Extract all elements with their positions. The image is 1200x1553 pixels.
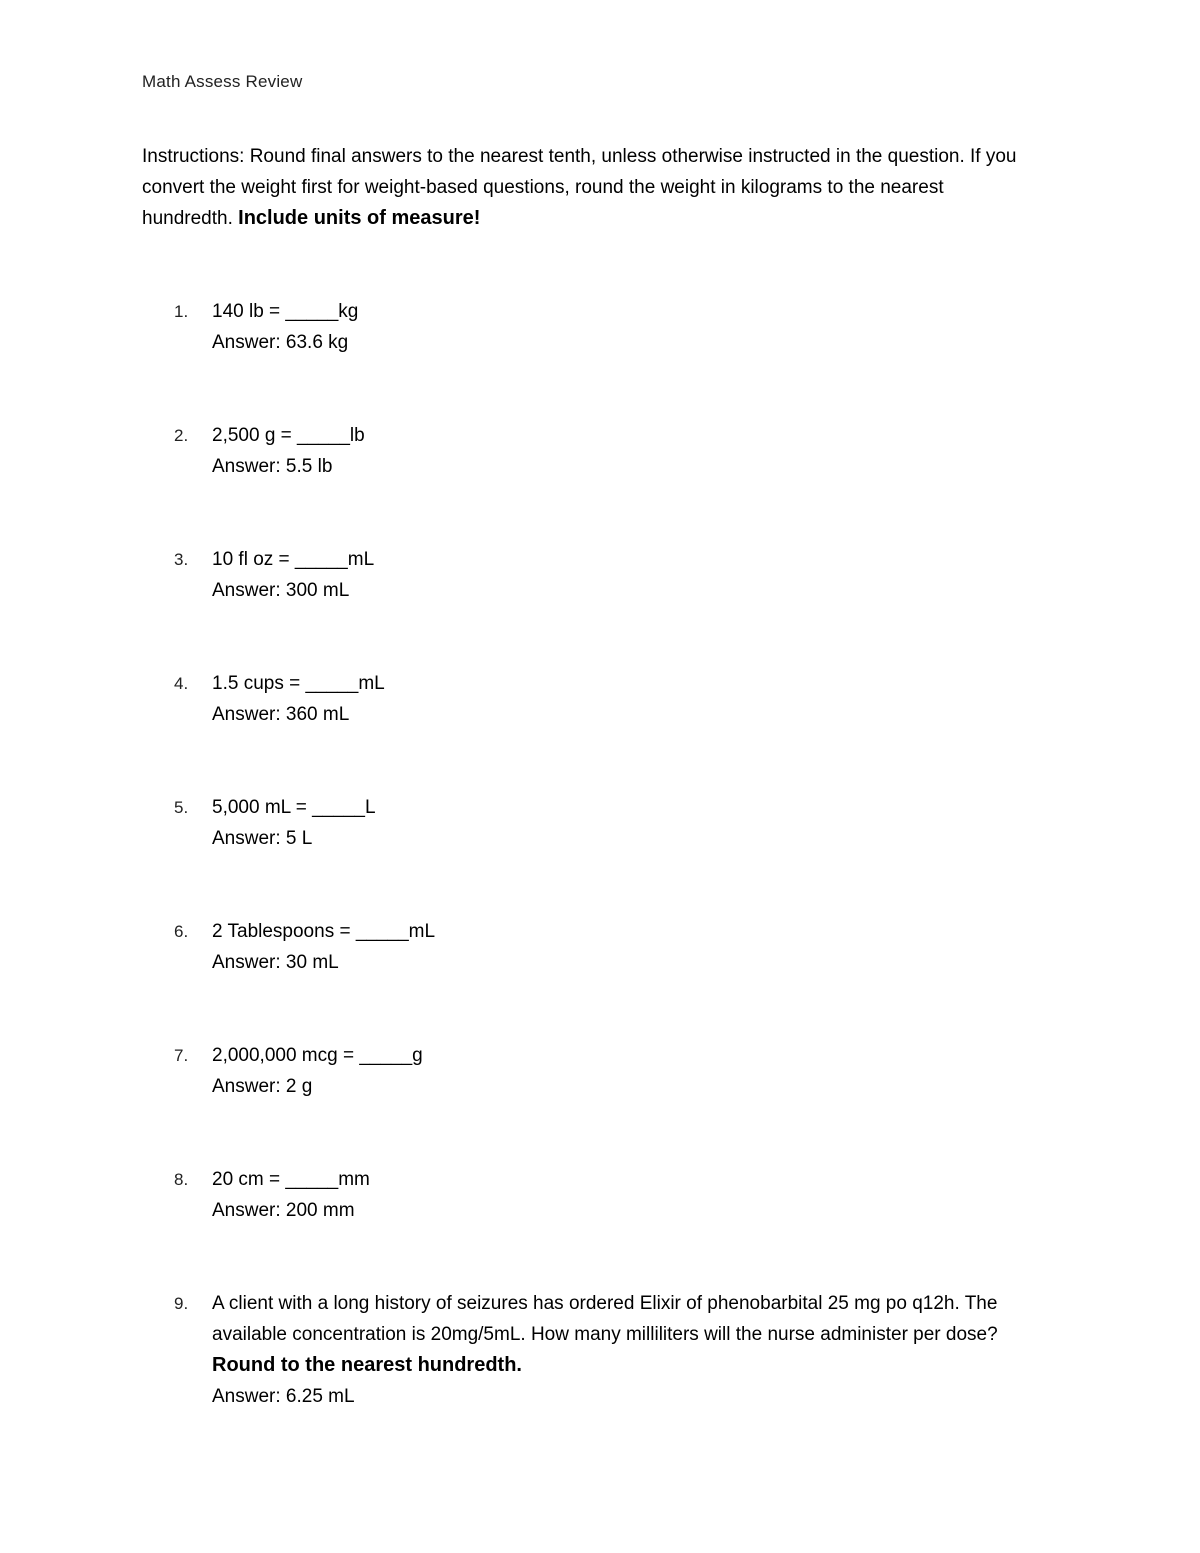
question-item (142, 916, 1042, 978)
question-number: 9. (174, 1294, 189, 1313)
question-answer: Answer: 63.6 kg (212, 332, 349, 353)
question-list (142, 296, 1042, 1474)
question-number: 8. (174, 1170, 189, 1189)
question-prompt: 1.5 cups = _____mL (212, 673, 385, 694)
question-prompt: 20 cm = _____mm (212, 1169, 370, 1190)
question-answer: Answer: 300 mL (212, 580, 350, 601)
question-emphasis: Round to the nearest hundredth. (212, 1354, 522, 1376)
question-prompt: 140 lb = _____kg (212, 301, 359, 322)
question-answer: Answer: 2 g (212, 1076, 313, 1097)
question-prompt: 5,000 mL = _____L (212, 797, 376, 818)
question-item (142, 1164, 1042, 1226)
question-item (142, 668, 1042, 730)
instructions-paragraph (142, 141, 1022, 234)
question-item (142, 792, 1042, 854)
instructions-text: Instructions: Round final answers to the nearest tenth, unless otherwise instructed in the question. If you convert the weight first for weight-based questions, round the weight in kilograms to the nearest hundredth. (142, 146, 1017, 229)
question-number: 4. (174, 674, 189, 693)
document-header: Math Assess Review (142, 72, 303, 91)
question-answer: Answer: 6.25 mL (212, 1386, 355, 1407)
question-number: 6. (174, 922, 189, 941)
question-prompt: A client with a long history of seizures has ordered Elixir of phenobarbital 25 mg po q12h. The available concentration is 20mg/5mL. How many milliliters will the nurse administer per dose? (212, 1293, 998, 1345)
question-answer: Answer: 30 mL (212, 952, 339, 973)
question-number: 3. (174, 550, 189, 569)
question-item (142, 420, 1042, 482)
question-prompt: 10 fl oz = _____mL (212, 549, 375, 570)
question-prompt: 2 Tablespoons = _____mL (212, 921, 436, 942)
question-number: 2. (174, 426, 189, 445)
question-item (142, 296, 1042, 358)
question-item (142, 544, 1042, 606)
question-answer: Answer: 5.5 lb (212, 456, 333, 477)
question-number: 1. (174, 302, 189, 321)
question-item (142, 1040, 1042, 1102)
question-number: 5. (174, 798, 189, 817)
question-answer: Answer: 200 mm (212, 1200, 355, 1221)
instructions-emphasis: Include units of measure! (238, 207, 481, 229)
question-prompt: 2,500 g = _____lb (212, 425, 365, 446)
question-answer: Answer: 5 L (212, 828, 313, 849)
question-answer: Answer: 360 mL (212, 704, 350, 725)
question-item (142, 1288, 1032, 1412)
question-number: 7. (174, 1046, 189, 1065)
question-prompt: 2,000,000 mcg = _____g (212, 1045, 423, 1066)
